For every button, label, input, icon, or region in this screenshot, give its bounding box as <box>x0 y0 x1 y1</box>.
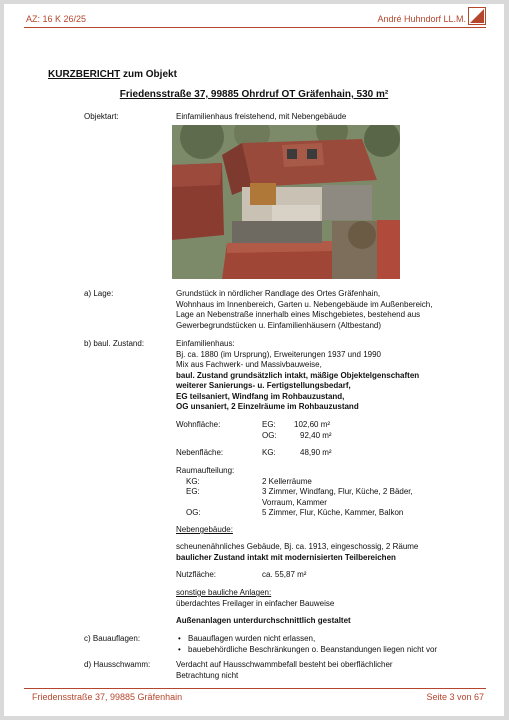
hausschwamm-label: d) Hausschwamm: <box>84 660 151 669</box>
kg-area-value: 48,90 m² <box>300 448 332 457</box>
eg-area-value: 102,60 m² <box>294 420 331 429</box>
author-name: André Huhndorf LL.M. <box>377 14 466 24</box>
bullet-icon: • <box>178 644 181 654</box>
room-desc-eg: 3 Zimmer, Windfang, Flur, Küche, 2 Bäder, <box>262 487 413 496</box>
og-area-label: OG: <box>262 431 277 440</box>
room-floor-og: OG: <box>186 508 201 517</box>
header-divider <box>24 27 486 28</box>
aussenanlagen-bold: Außenanlagen unterdurchschnittlich gestaltet <box>176 616 351 625</box>
lage-line-4: Gewerbegrundstücken u. Einfamilienhäusern (Altbestand) <box>176 320 382 330</box>
hausschwamm-line-2: Betrachtung nicht <box>176 670 239 680</box>
objektart-label: Objektart: <box>84 112 119 121</box>
report-title: KURZBERICHT zum Objekt <box>48 69 177 80</box>
bauauflagen-item-2: bauebehördliche Beschränkungen o. Beanstandungen liegen nicht vor <box>188 644 438 654</box>
nebengebaeude-line: scheunenähnliches Gebäude, Bj. ca. 1913, eingeschossig, 2 Räume <box>176 542 419 551</box>
objektart-value: Einfamilienhaus freistehend, mit Nebengebäude <box>176 112 347 121</box>
bauauflagen-item-1: Bauauflagen wurden nicht erlassen, <box>188 634 316 643</box>
og-area-value: 92,40 m² <box>300 431 332 440</box>
case-number: AZ: 16 K 26/25 <box>26 14 87 24</box>
aerial-house-photo-icon <box>172 125 400 279</box>
sonstige-heading: sonstige bauliche Anlagen: <box>176 588 272 597</box>
room-desc-og: 5 Zimmer, Flur, Küche, Kammer, Balkon <box>262 508 404 517</box>
footer-divider <box>24 688 486 689</box>
kg-area-label: KG: <box>262 448 276 457</box>
lage-line-1: Grundstück in nördlicher Randlage des Ortes Gräfenhain, <box>176 289 381 298</box>
nebengebaeude-heading: Nebengebäude: <box>176 525 233 534</box>
aerial-house-photo <box>172 125 400 279</box>
page-number: Seite 3 von 67 <box>426 692 484 702</box>
bauauflagen-label: c) Bauauflagen: <box>84 634 141 643</box>
room-desc-kg: 2 Kellerräume <box>262 476 312 486</box>
zustand-line-2: Bj. ca. 1880 (im Ursprung), Erweiterungen 1937 und 1990 <box>176 349 382 359</box>
room-floor-eg: EG: <box>186 487 200 496</box>
lage-label: a) Lage: <box>84 289 114 298</box>
nebengebaeude-bold: baulicher Zustand intakt mit modernisierten Teilbereichen <box>176 552 396 562</box>
author-logo-icon <box>468 7 486 25</box>
room-floor-kg: KG: <box>186 476 200 486</box>
lage-line-2: Wohnhaus im Innenbereich, Garten u. Nebengebäude im Außenbereich, <box>176 299 433 309</box>
zustand-bold-1: baul. Zustand grundsätzlich intakt, mäßige Objektelgenschaften <box>176 370 420 380</box>
wohnflaeche-label: Wohnfläche: <box>176 420 221 429</box>
report-page <box>4 4 504 716</box>
nutzflaeche-value: ca. 55,87 m² <box>262 570 307 579</box>
hausschwamm-line-1: Verdacht auf Hausschwammbefall besteht bei oberflächlicher <box>176 660 393 669</box>
raumaufteilung-label: Raumaufteilung: <box>176 466 235 475</box>
object-address: Friedensstraße 37, 99885 Ohrdruf OT Gräfenhain, 530 m² <box>119 89 389 100</box>
footer-address: Friedensstraße 37, 99885 Gräfenhain <box>32 692 183 702</box>
room-desc-eg-cont: Vorraum, Kammer <box>262 497 327 507</box>
lage-line-3: Lage an Nebenstraße innerhalb eines Mischgebietes, bestehend aus <box>176 310 421 319</box>
zustand-bold-2: weiterer Sanierungs- u. Fertigstellungsbedarf, <box>176 381 351 390</box>
bullet-icon: • <box>178 634 181 643</box>
zustand-line-3: Mix aus Fachwerk- und Massivbauweise, <box>176 360 322 369</box>
zustand-line-1: Einfamilienhaus: <box>176 339 235 348</box>
zustand-bold-4: OG unsaniert, 2 Einzelräume im Rohbauzustand <box>176 402 359 411</box>
nutzflaeche-label: Nutzfläche: <box>176 570 217 579</box>
eg-area-label: EG: <box>262 420 276 429</box>
zustand-bold-3: EG teilsaniert, Windfang im Rohbauzustand, <box>176 391 345 401</box>
zustand-label: b) baul. Zustand: <box>84 339 145 348</box>
sonstige-line: überdachtes Freilager in einfacher Bauweise <box>176 598 335 608</box>
nebenflaeche-label: Nebenfläche: <box>176 448 224 457</box>
